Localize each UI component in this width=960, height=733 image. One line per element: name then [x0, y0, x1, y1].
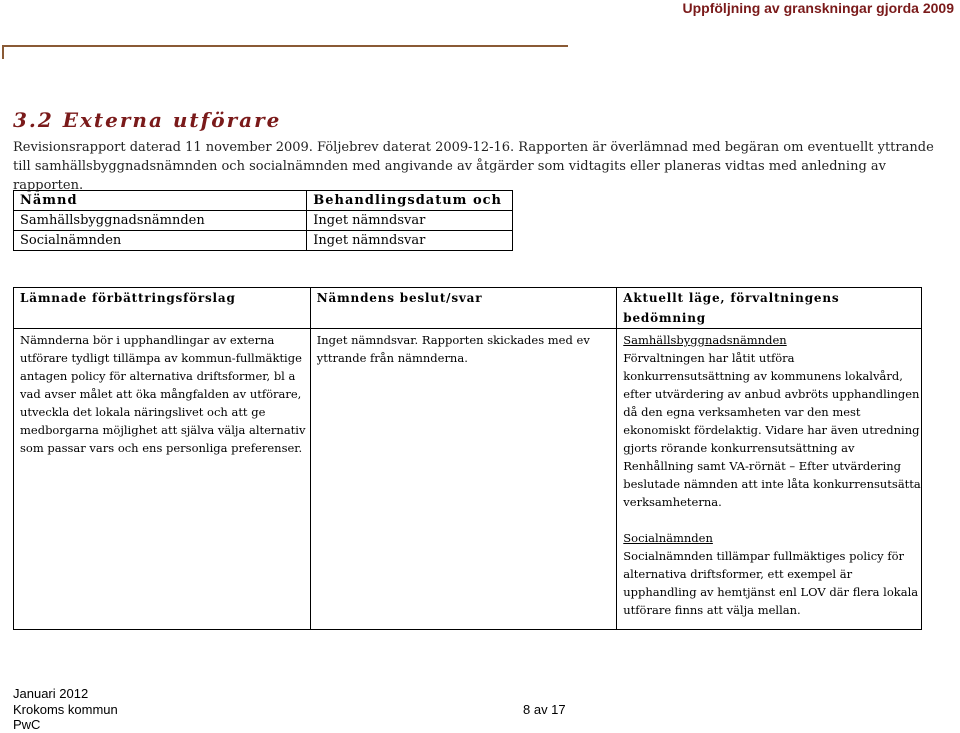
table-header-row [14, 288, 922, 329]
response-table [13, 190, 513, 251]
column-header-forslag: Lämnade förbättringsförslag [14, 288, 311, 329]
document-header-title: Uppföljning av granskningar gjorda 2009 [682, 0, 954, 16]
decision-text: Inget nämndsvar. Rapporten skickades med ev yttrande från nämnderna. [316, 333, 590, 365]
column-header-behandlingsdatum: Behandlingsdatum och [307, 191, 513, 211]
footer-organization: Krokoms kommun [13, 702, 118, 717]
status-subheading-samhallsbyggnad: Samhällsbyggnadsnämnden [623, 333, 787, 347]
table-row [14, 231, 513, 251]
column-header-beslut: Nämndens beslut/svar [310, 288, 617, 329]
status-subheading-social: Socialnämnden [623, 531, 713, 545]
footer-date: Januari 2012 [13, 686, 89, 701]
table-header-row [14, 191, 513, 211]
page-number: 8 av 17 [523, 702, 566, 717]
status-cell [617, 329, 922, 630]
intro-paragraph: Revisionsrapport daterad 11 november 2009. Följebrev daterat 2009-12-16. Rapporten är överlämnad med begäran om eventuellt yttrande till samhällsbyggnadsnämnden och socialnämnden med angivande av åtgärder som vidtagits eller planeras vidtas med anledning av rapporten. [13, 140, 934, 193]
column-header-namnd: Nämnd [14, 191, 307, 211]
header-rule [2, 45, 568, 47]
status-text-samhallsbyggnad: Förvaltningen har låtit utföra konkurrensutsättning av kommunens lokalvård, efter utvärdering av anbud avbröts upphandlingen då den egna verksamheten var den mest ekonomiskt fördelaktig. Vidare har även utredning gjorts rörande konkurrensutsättning av Renhållning samt VA-rörnät – Efter utvärdering beslutade nämnden att inte låta konkurrensutsätta verksamheterna. [623, 351, 921, 509]
table-cell: Inget nämndsvar [307, 231, 513, 251]
status-text-social: Socialnämnden tillämpar fullmäktiges policy för alternativa driftsformer, ett exempel är upphandling av hemtjänst enl LOV där flera lokala utförare finns att välja mellan. [623, 549, 919, 617]
table-cell: Socialnämnden [14, 231, 307, 251]
table-row [14, 329, 922, 630]
decision-cell [310, 329, 617, 630]
column-header-lage: Aktuellt läge, förvaltningens bedömning [617, 288, 922, 329]
section-heading: 3.2 Externa utförare [13, 108, 282, 132]
footer-firm: PwC [13, 717, 41, 732]
proposal-text: Nämnderna bör i upphandlingar av externa utförare tydligt tillämpa av kommun-fullmäktige antagen policy för alternativa driftsformer, bl a vad avser målet att öka mångfalden av utförare, utveckla det lokala näringslivet och att ge medborgarna möjlighet att själva välja alternativ som passar vars och ens personliga preferenser. [20, 333, 306, 455]
proposal-cell [14, 329, 311, 630]
table-row [14, 211, 513, 231]
followup-table [13, 287, 922, 630]
header-rule-tick [2, 45, 4, 59]
table-cell: Inget nämndsvar [307, 211, 513, 231]
table-cell: Samhällsbyggnadsnämnden [14, 211, 307, 231]
